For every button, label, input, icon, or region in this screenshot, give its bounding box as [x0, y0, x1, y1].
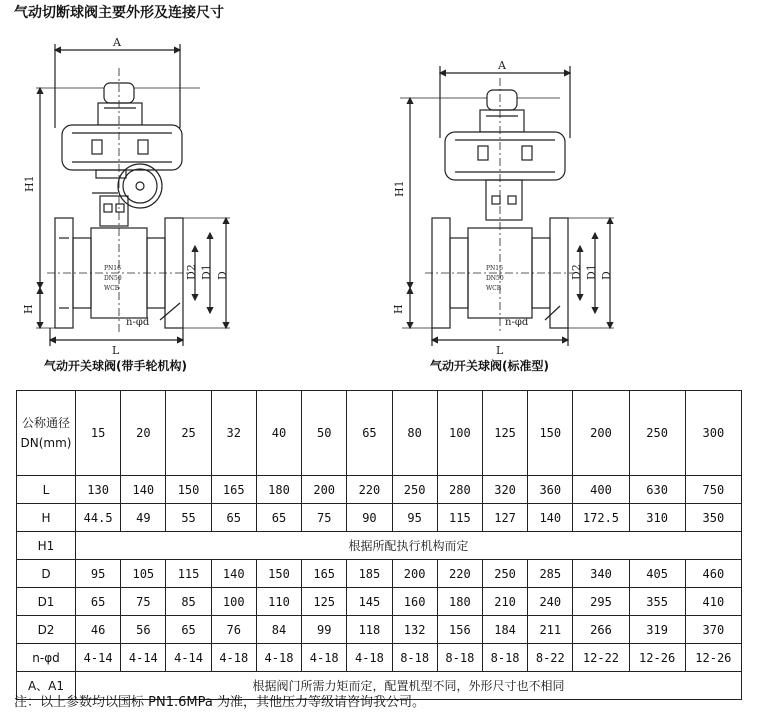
table-row-label: D2 — [17, 616, 76, 644]
right-valve-drawing — [400, 66, 614, 346]
left-valve-drawing — [36, 44, 230, 346]
left-drawing-caption: 气动开关球阀(带手轮机构) — [44, 359, 187, 373]
left-mark-dn: DN50 — [104, 275, 122, 282]
table-cell: 405 — [629, 560, 685, 588]
table-row — [17, 644, 742, 672]
table-cell: 145 — [347, 588, 392, 616]
table-cell: 310 — [629, 504, 685, 532]
right-drawing-caption: 气动开关球阀(标准型) — [430, 359, 549, 373]
table-cell: 460 — [685, 560, 741, 588]
table-cell: 210 — [482, 588, 527, 616]
table-cell: 76 — [211, 616, 256, 644]
table-cell: 360 — [528, 476, 573, 504]
table-cell: 150 — [166, 476, 211, 504]
table-cell: 156 — [437, 616, 482, 644]
table-cell: 140 — [528, 504, 573, 532]
right-dim-a: A — [498, 59, 506, 72]
table-cell: 370 — [685, 616, 741, 644]
table-row-label: n-φd — [17, 644, 76, 672]
table-cell: 115 — [166, 560, 211, 588]
table-cell: 266 — [573, 616, 629, 644]
table-cell: 12-26 — [685, 644, 741, 672]
table-cell: 185 — [347, 560, 392, 588]
table-cell: 350 — [685, 504, 741, 532]
table-cell: 132 — [392, 616, 437, 644]
table-cell: 118 — [347, 616, 392, 644]
table-cell: 8-18 — [392, 644, 437, 672]
table-cell: 65 — [166, 616, 211, 644]
table-cell-dn: 100 — [437, 391, 482, 476]
table-cell: 160 — [392, 588, 437, 616]
table-cell-merged: 根据所配执行机构而定 — [76, 532, 742, 560]
table-cell-dn: 300 — [685, 391, 741, 476]
table-cell-dn: 32 — [211, 391, 256, 476]
table-cell: 4-18 — [347, 644, 392, 672]
table-row-label: D — [17, 560, 76, 588]
table-cell: 75 — [302, 504, 347, 532]
table-cell: 125 — [302, 588, 347, 616]
table-cell: 95 — [76, 560, 121, 588]
table-header-label: 公称通径 DN(mm) — [17, 391, 76, 476]
table-cell: 220 — [347, 476, 392, 504]
table-cell-dn: 40 — [256, 391, 301, 476]
table-cell: 12-22 — [573, 644, 629, 672]
table-cell: 4-18 — [211, 644, 256, 672]
table-cell: 65 — [256, 504, 301, 532]
left-dim-l: L — [112, 344, 120, 357]
table-cell: 110 — [256, 588, 301, 616]
table-cell: 250 — [482, 560, 527, 588]
table-cell: 285 — [528, 560, 573, 588]
table-cell: 180 — [437, 588, 482, 616]
table-cell: 4-14 — [166, 644, 211, 672]
left-dim-d2: D2 — [185, 264, 198, 280]
table-cell: 8-18 — [437, 644, 482, 672]
table-cell: 340 — [573, 560, 629, 588]
table-cell-dn: 15 — [76, 391, 121, 476]
table-cell: 355 — [629, 588, 685, 616]
footnote: 注：以上参数均以国标 PN1.6MPa 为准，其他压力等级请咨询我公司。 — [14, 695, 425, 710]
table-cell: 410 — [685, 588, 741, 616]
right-dim-l: L — [496, 344, 504, 357]
table-cell: 115 — [437, 504, 482, 532]
right-mark-dn: DN50 — [486, 275, 504, 282]
valve-drawings — [0, 28, 761, 380]
table-cell: 200 — [302, 476, 347, 504]
table-cell: 180 — [256, 476, 301, 504]
table-cell: 8-22 — [528, 644, 573, 672]
table-cell: 65 — [211, 504, 256, 532]
table-row — [17, 616, 742, 644]
table-cell: 250 — [392, 476, 437, 504]
table-cell: 4-14 — [121, 644, 166, 672]
table-cell: 75 — [121, 588, 166, 616]
table-cell: 200 — [392, 560, 437, 588]
table-cell-dn: 50 — [302, 391, 347, 476]
table-cell: 211 — [528, 616, 573, 644]
table-cell-dn: 125 — [482, 391, 527, 476]
right-dim-d: D — [600, 271, 613, 280]
right-dim-d2: D2 — [570, 264, 583, 280]
right-dim-h1: H1 — [393, 180, 406, 197]
table-cell-dn: 20 — [121, 391, 166, 476]
table-row-label: H — [17, 504, 76, 532]
table-cell: 140 — [211, 560, 256, 588]
table-cell: 240 — [528, 588, 573, 616]
table-cell: 8-18 — [482, 644, 527, 672]
table-row-label: L — [17, 476, 76, 504]
right-dim-nd: n-φd — [505, 317, 529, 328]
table-row-label: D1 — [17, 588, 76, 616]
table-cell: 295 — [573, 588, 629, 616]
table-cell: 165 — [211, 476, 256, 504]
left-dim-d1: D1 — [200, 264, 213, 280]
table-cell: 750 — [685, 476, 741, 504]
table-cell: 56 — [121, 616, 166, 644]
table-cell-dn: 80 — [392, 391, 437, 476]
table-cell: 319 — [629, 616, 685, 644]
left-dim-a: A — [113, 36, 121, 49]
right-mark-mat: WCB — [486, 285, 502, 292]
table-cell: 320 — [482, 476, 527, 504]
table-header-row — [17, 391, 742, 476]
table-cell: 105 — [121, 560, 166, 588]
table-row — [17, 476, 742, 504]
left-mark-pn: PN16 — [104, 265, 121, 272]
table-row — [17, 504, 742, 532]
table-cell: 184 — [482, 616, 527, 644]
table-cell: 46 — [76, 616, 121, 644]
right-dim-d1: D1 — [585, 264, 598, 280]
table-cell-dn: 150 — [528, 391, 573, 476]
page-title: 气动切断球阀主要外形及连接尺寸 — [14, 5, 224, 21]
table-cell: 165 — [302, 560, 347, 588]
table-cell: 100 — [211, 588, 256, 616]
left-dim-nd: n-φd — [126, 317, 150, 328]
table-cell: 127 — [482, 504, 527, 532]
table-cell: 84 — [256, 616, 301, 644]
table-row — [17, 588, 742, 616]
table-cell: 130 — [76, 476, 121, 504]
table-cell: 49 — [121, 504, 166, 532]
table-cell: 630 — [629, 476, 685, 504]
table-cell: 280 — [437, 476, 482, 504]
right-mark-pn: PN16 — [486, 265, 503, 272]
right-dim-h: H — [392, 304, 405, 314]
table-cell: 172.5 — [573, 504, 629, 532]
table-row — [17, 532, 742, 560]
table-row-label: A、A1 — [17, 672, 76, 700]
table-cell: 4-14 — [76, 644, 121, 672]
table-row — [17, 560, 742, 588]
table-cell: 55 — [166, 504, 211, 532]
table-cell-dn: 25 — [166, 391, 211, 476]
table-cell: 65 — [76, 588, 121, 616]
left-dim-h: H — [22, 304, 35, 314]
table-cell: 95 — [392, 504, 437, 532]
table-cell-dn: 65 — [347, 391, 392, 476]
table-cell: 400 — [573, 476, 629, 504]
table-cell: 220 — [437, 560, 482, 588]
table-cell: 4-18 — [302, 644, 347, 672]
table-cell: 12-26 — [629, 644, 685, 672]
table-cell-merged: 根据阀门所需力矩而定，配置机型不同，外形尺寸也不相同 — [76, 672, 742, 700]
dimension-table — [16, 390, 742, 700]
table-cell: 4-18 — [256, 644, 301, 672]
left-dim-d: D — [216, 271, 229, 280]
table-row-label: H1 — [17, 532, 76, 560]
table-cell: 150 — [256, 560, 301, 588]
table-cell: 90 — [347, 504, 392, 532]
table-cell: 99 — [302, 616, 347, 644]
table-cell: 85 — [166, 588, 211, 616]
left-dim-h1: H1 — [23, 175, 36, 192]
table-cell-dn: 250 — [629, 391, 685, 476]
table-cell-dn: 200 — [573, 391, 629, 476]
table-cell: 140 — [121, 476, 166, 504]
left-mark-mat: WCB — [104, 285, 120, 292]
table-cell: 44.5 — [76, 504, 121, 532]
